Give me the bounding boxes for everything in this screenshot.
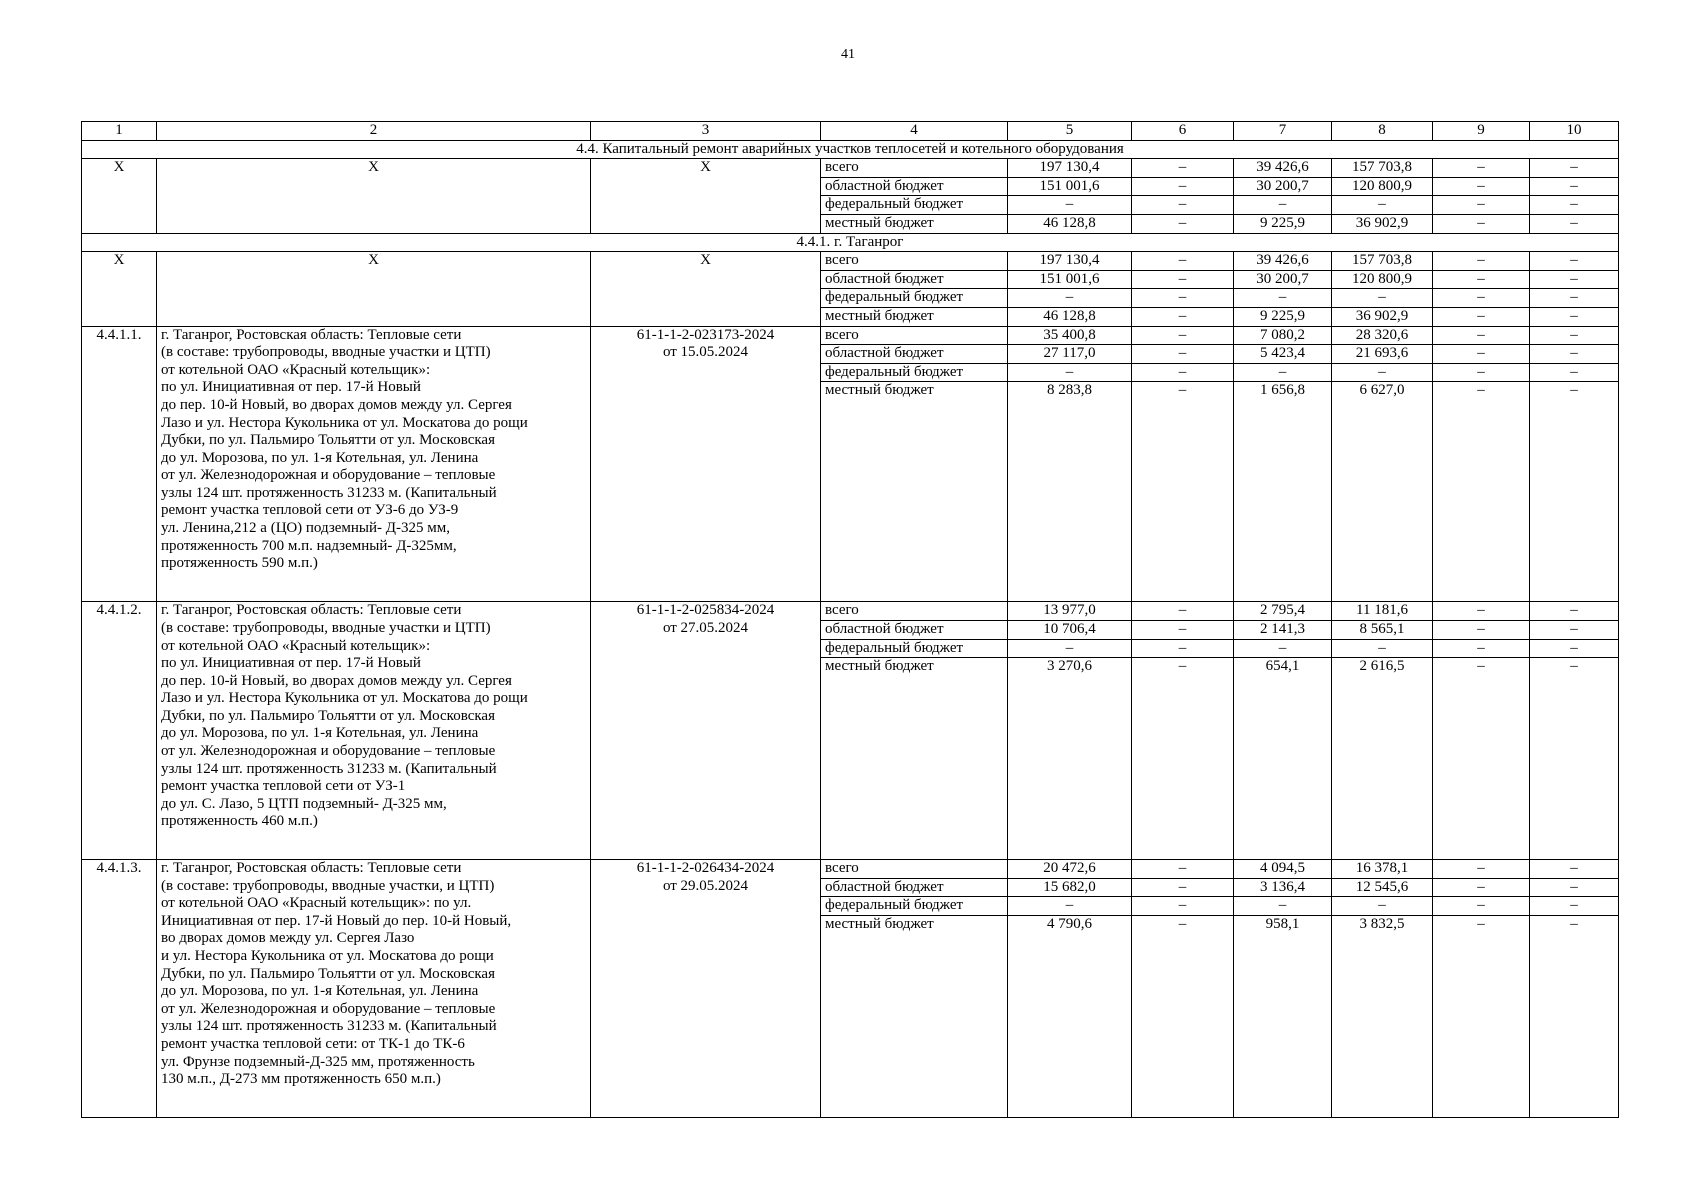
value-cell-col-6: –	[1132, 639, 1234, 658]
value-cell-col-7: 39 426,6	[1234, 159, 1332, 178]
value-cell-col-5: –	[1008, 363, 1132, 382]
value-cell-col-10: –	[1530, 270, 1619, 289]
value-cell-col-8: 120 800,9	[1332, 177, 1433, 196]
value-cell-col-7: –	[1234, 196, 1332, 215]
value-cell-col-6: –	[1132, 345, 1234, 364]
value-cell-col-6: –	[1132, 860, 1234, 879]
value-cell-col-6: –	[1132, 326, 1234, 345]
value-cell-col-5: –	[1008, 196, 1132, 215]
value-cell-col-7: 30 200,7	[1234, 177, 1332, 196]
value-cell-col-6: –	[1132, 307, 1234, 326]
value-cell-col-8: 36 902,9	[1332, 214, 1433, 233]
value-cell-col-9: –	[1433, 658, 1530, 860]
budget-source-label: всего	[821, 326, 1008, 345]
budget-row	[82, 252, 1619, 271]
value-cell-col-7: 30 200,7	[1234, 270, 1332, 289]
value-cell-col-5: 35 400,8	[1008, 326, 1132, 345]
value-cell-col-7: –	[1234, 363, 1332, 382]
value-cell-col-10: –	[1530, 658, 1619, 860]
budget-source-label: федеральный бюджет	[821, 363, 1008, 382]
value-cell-col-5: 13 977,0	[1008, 602, 1132, 621]
value-cell-col-10: –	[1530, 860, 1619, 879]
budget-source-label: всего	[821, 602, 1008, 621]
budget-source-label: областной бюджет	[821, 177, 1008, 196]
value-cell-col-7: 7 080,2	[1234, 326, 1332, 345]
value-cell-col-6: –	[1132, 915, 1234, 1117]
column-number: 3	[591, 122, 821, 141]
item-number: 4.4.1.1.	[82, 326, 157, 602]
item-registration: Х	[591, 159, 821, 233]
page-number: 41	[841, 47, 855, 62]
value-cell-col-6: –	[1132, 196, 1234, 215]
item-registration: Х	[591, 252, 821, 326]
value-cell-col-9: –	[1433, 252, 1530, 271]
column-number: 7	[1234, 122, 1332, 141]
value-cell-col-10: –	[1530, 196, 1619, 215]
item-description: г. Таганрог, Ростовская область: Тепловые сети (в составе: трубопроводы, вводные участки и ЦТП) от котельной ОАО «Красный котельщик»: по ул. Инициативная от пер. 17-й Новый до пер. 10-й Новый, во дворах домов между ул. Сергея Лазо и ул. Нестора Кукольника от ул. Москатова до рощи Дубки, по ул. Пальмиро Тольятти от ул. Московская до ул. Морозова, по ул. 1-я Котельная, ул. Ленина от ул. Железнодорожная и оборудование – тепловые узлы 124 шт. протяженность 31233 м. (Капитальный ремонт участка тепловой сети от УЗ-1 до ул. С. Лазо, 5 ЦТП подземный- Д-325 мм, протяженность 460 м.п.)	[157, 602, 591, 860]
value-cell-col-5: 151 001,6	[1008, 270, 1132, 289]
value-cell-col-6: –	[1132, 214, 1234, 233]
item-description: Х	[157, 159, 591, 233]
value-cell-col-9: –	[1433, 270, 1530, 289]
value-cell-col-8: –	[1332, 639, 1433, 658]
value-cell-col-6: –	[1132, 252, 1234, 271]
value-cell-col-10: –	[1530, 289, 1619, 308]
value-cell-col-10: –	[1530, 915, 1619, 1117]
value-cell-col-6: –	[1132, 382, 1234, 602]
item-description: г. Таганрог, Ростовская область: Тепловые сети (в составе: трубопроводы, вводные участки и ЦТП) от котельной ОАО «Красный котельщик»: по ул. Инициативная от пер. 17-й Новый до пер. 10-й Новый, во дворах домов между ул. Сергея Лазо и ул. Нестора Кукольника от ул. Москатова до рощи Дубки, по ул. Пальмиро Тольятти от ул. Московская до ул. Морозова, по ул. 1-я Котельная, ул. Ленина от ул. Железнодорожная и оборудование – тепловые узлы 124 шт. протяженность 31233 м. (Капитальный ремонт участка тепловой сети от УЗ-6 до УЗ-9 ул. Ленина,212 а (ЦО) подземный- Д-325 мм, протяженность 700 м.п. надземный- Д-325мм, протяженность 590 м.п.)	[157, 326, 591, 602]
value-cell-col-5: –	[1008, 289, 1132, 308]
value-cell-col-7: 654,1	[1234, 658, 1332, 860]
value-cell-col-9: –	[1433, 860, 1530, 879]
budget-source-label: областной бюджет	[821, 878, 1008, 897]
value-cell-col-10: –	[1530, 307, 1619, 326]
budget-source-label: местный бюджет	[821, 382, 1008, 602]
value-cell-col-6: –	[1132, 177, 1234, 196]
value-cell-col-5: 4 790,6	[1008, 915, 1132, 1117]
value-cell-col-8: 2 616,5	[1332, 658, 1433, 860]
budget-source-label: федеральный бюджет	[821, 897, 1008, 916]
value-cell-col-10: –	[1530, 897, 1619, 916]
value-cell-col-8: –	[1332, 196, 1433, 215]
column-number: 9	[1433, 122, 1530, 141]
value-cell-col-10: –	[1530, 639, 1619, 658]
budget-source-label: федеральный бюджет	[821, 196, 1008, 215]
value-cell-col-7: 2 795,4	[1234, 602, 1332, 621]
value-cell-col-10: –	[1530, 620, 1619, 639]
value-cell-col-9: –	[1433, 363, 1530, 382]
value-cell-col-6: –	[1132, 897, 1234, 916]
column-number: 1	[82, 122, 157, 141]
value-cell-col-8: 11 181,6	[1332, 602, 1433, 621]
value-cell-col-9: –	[1433, 289, 1530, 308]
budget-source-label: местный бюджет	[821, 307, 1008, 326]
column-number: 4	[821, 122, 1008, 141]
value-cell-col-6: –	[1132, 270, 1234, 289]
value-cell-col-9: –	[1433, 602, 1530, 621]
value-cell-col-7: –	[1234, 897, 1332, 916]
value-cell-col-7: 9 225,9	[1234, 307, 1332, 326]
budget-source-label: местный бюджет	[821, 915, 1008, 1117]
value-cell-col-5: 197 130,4	[1008, 159, 1132, 178]
value-cell-col-7: 958,1	[1234, 915, 1332, 1117]
value-cell-col-6: –	[1132, 878, 1234, 897]
value-cell-col-8: 120 800,9	[1332, 270, 1433, 289]
value-cell-col-8: 157 703,8	[1332, 159, 1433, 178]
value-cell-col-10: –	[1530, 345, 1619, 364]
item-number: 4.4.1.2.	[82, 602, 157, 860]
value-cell-col-8: 3 832,5	[1332, 915, 1433, 1117]
budget-source-label: всего	[821, 159, 1008, 178]
budget-row	[82, 326, 1619, 345]
value-cell-col-8: 12 545,6	[1332, 878, 1433, 897]
value-cell-col-6: –	[1132, 159, 1234, 178]
value-cell-col-7: 9 225,9	[1234, 214, 1332, 233]
value-cell-col-5: 10 706,4	[1008, 620, 1132, 639]
summary-group-taganrog	[82, 252, 1619, 326]
value-cell-col-8: 8 565,1	[1332, 620, 1433, 639]
value-cell-col-7: –	[1234, 289, 1332, 308]
value-cell-col-9: –	[1433, 307, 1530, 326]
value-cell-col-8: 16 378,1	[1332, 860, 1433, 879]
item-number: 4.4.1.3.	[82, 860, 157, 1118]
value-cell-col-8: –	[1332, 289, 1433, 308]
budget-source-label: областной бюджет	[821, 620, 1008, 639]
subsection-heading: 4.4.1. г. Таганрог	[82, 233, 1619, 252]
value-cell-col-6: –	[1132, 289, 1234, 308]
value-cell-col-5: 27 117,0	[1008, 345, 1132, 364]
value-cell-col-9: –	[1433, 915, 1530, 1117]
budget-source-label: местный бюджет	[821, 214, 1008, 233]
value-cell-col-8: 6 627,0	[1332, 382, 1433, 602]
budget-table	[81, 121, 1619, 1118]
item-registration: 61-1-1-2-025834-2024 от 27.05.2024	[591, 602, 821, 860]
value-cell-col-7: 5 423,4	[1234, 345, 1332, 364]
value-cell-col-10: –	[1530, 214, 1619, 233]
column-number: 6	[1132, 122, 1234, 141]
value-cell-col-8: 36 902,9	[1332, 307, 1433, 326]
item-description: г. Таганрог, Ростовская область: Тепловые сети (в составе: трубопроводы, вводные участки, и ЦТП) от котельной ОАО «Красный котельщик»: по ул. Инициативная от пер. 17-й Новый до пер. 10-й Новый, во дворах домов между ул. Сергея Лазо и ул. Нестора Кукольника от ул. Москатова до рощи Дубки, по ул. Пальмиро Тольятти от ул. Московская до ул. Морозова, по ул. 1-я Котельная, ул. Ленина от ул. Железнодорожная и оборудование – тепловые узлы 124 шт. протяженность 31233 м. (Капитальный ремонт участка тепловой сети: от ТК-1 до ТК-6 ул. Фрунзе подземный-Д-325 мм, протяженность 130 м.п., Д-273 мм протяженность 650 м.п.)	[157, 860, 591, 1118]
budget-source-label: местный бюджет	[821, 658, 1008, 860]
column-number: 8	[1332, 122, 1433, 141]
item-number: Х	[82, 252, 157, 326]
budget-source-label: всего	[821, 860, 1008, 879]
value-cell-col-7: 2 141,3	[1234, 620, 1332, 639]
value-cell-col-8: 157 703,8	[1332, 252, 1433, 271]
budget-source-label: областной бюджет	[821, 345, 1008, 364]
value-cell-col-10: –	[1530, 159, 1619, 178]
budget-row	[82, 602, 1619, 621]
value-cell-col-9: –	[1433, 159, 1530, 178]
item-groups	[82, 326, 1619, 1117]
budget-row	[82, 159, 1619, 178]
section-heading-row	[82, 140, 1619, 159]
value-cell-col-9: –	[1433, 326, 1530, 345]
value-cell-col-9: –	[1433, 214, 1530, 233]
value-cell-col-10: –	[1530, 382, 1619, 602]
value-cell-col-5: 46 128,8	[1008, 214, 1132, 233]
value-cell-col-5: 46 128,8	[1008, 307, 1132, 326]
budget-source-label: областной бюджет	[821, 270, 1008, 289]
value-cell-col-5: 3 270,6	[1008, 658, 1132, 860]
value-cell-col-6: –	[1132, 602, 1234, 621]
value-cell-col-9: –	[1433, 620, 1530, 639]
column-number-row	[82, 122, 1619, 141]
item-number: Х	[82, 159, 157, 233]
value-cell-col-7: 3 136,4	[1234, 878, 1332, 897]
value-cell-col-8: –	[1332, 363, 1433, 382]
value-cell-col-7: 4 094,5	[1234, 860, 1332, 879]
value-cell-col-10: –	[1530, 252, 1619, 271]
value-cell-col-5: 20 472,6	[1008, 860, 1132, 879]
column-number: 5	[1008, 122, 1132, 141]
value-cell-col-7: –	[1234, 639, 1332, 658]
value-cell-col-9: –	[1433, 345, 1530, 364]
column-number: 10	[1530, 122, 1619, 141]
value-cell-col-10: –	[1530, 602, 1619, 621]
value-cell-col-10: –	[1530, 363, 1619, 382]
value-cell-col-9: –	[1433, 196, 1530, 215]
budget-source-label: федеральный бюджет	[821, 639, 1008, 658]
value-cell-col-6: –	[1132, 658, 1234, 860]
value-cell-col-5: 151 001,6	[1008, 177, 1132, 196]
value-cell-col-8: 28 320,6	[1332, 326, 1433, 345]
value-cell-col-8: 21 693,6	[1332, 345, 1433, 364]
value-cell-col-6: –	[1132, 363, 1234, 382]
item-description: Х	[157, 252, 591, 326]
summary-group-section-4-4	[82, 159, 1619, 233]
budget-source-label: всего	[821, 252, 1008, 271]
value-cell-col-5: 8 283,8	[1008, 382, 1132, 602]
value-cell-col-5: –	[1008, 897, 1132, 916]
value-cell-col-9: –	[1433, 177, 1530, 196]
item-registration: 61-1-1-2-026434-2024 от 29.05.2024	[591, 860, 821, 1118]
value-cell-col-9: –	[1433, 897, 1530, 916]
value-cell-col-5: –	[1008, 639, 1132, 658]
value-cell-col-9: –	[1433, 382, 1530, 602]
value-cell-col-7: 39 426,6	[1234, 252, 1332, 271]
value-cell-col-10: –	[1530, 177, 1619, 196]
subsection-heading-row	[82, 233, 1619, 252]
column-number: 2	[157, 122, 591, 141]
value-cell-col-5: 15 682,0	[1008, 878, 1132, 897]
item-registration: 61-1-1-2-023173-2024 от 15.05.2024	[591, 326, 821, 602]
value-cell-col-6: –	[1132, 620, 1234, 639]
value-cell-col-7: 1 656,8	[1234, 382, 1332, 602]
budget-source-label: федеральный бюджет	[821, 289, 1008, 308]
value-cell-col-9: –	[1433, 878, 1530, 897]
value-cell-col-5: 197 130,4	[1008, 252, 1132, 271]
value-cell-col-9: –	[1433, 639, 1530, 658]
value-cell-col-8: –	[1332, 897, 1433, 916]
value-cell-col-10: –	[1530, 326, 1619, 345]
budget-row	[82, 860, 1619, 879]
section-heading: 4.4. Капитальный ремонт аварийных участков теплосетей и котельного оборудования	[82, 140, 1619, 159]
value-cell-col-10: –	[1530, 878, 1619, 897]
